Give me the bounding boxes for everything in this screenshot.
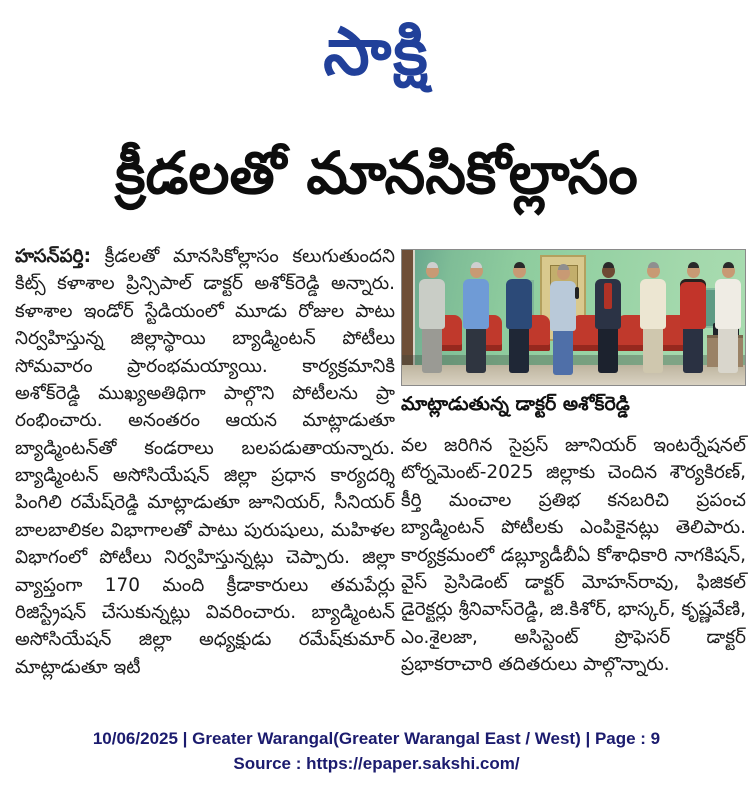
article-body-left-column	[15, 243, 395, 703]
person-figure	[505, 264, 533, 373]
footer-source-line: Source : https://epaper.sakshi.com/	[233, 753, 520, 773]
person-figure-speaker	[549, 266, 577, 375]
photo-door-decor	[402, 250, 415, 370]
person-figure	[714, 264, 742, 373]
person-figure	[418, 264, 446, 373]
person-figure	[639, 264, 667, 373]
article-right-block	[401, 249, 746, 678]
article-photo	[401, 249, 746, 386]
article-body-right-column: వల జరిగిన సైప్రస్ జూనియర్ ఇంటర్నేషనల్ టోర్నమెంట్-2025 జిల్లాకు చెందిన శౌర్యకిరణ్, కీర్తి మంచాల ప్రతిభ కనబరిచి ప్రపంచ బ్యాడ్మింటన్ పోటీలకు ఎంపికైనట్లు తెలిపారు. కార్యక్రమంలో డబ్ల్యూడీబీఏ కోశాధికారి నాగకిషన్, వైస్ ప్రెసిడెంట్ డాక్టర్ మోహన్‌రావు, ఫిజికల్ డైరెక్టర్లు శ్రీనివాస్‌రెడ్డి, జి.కిశోర్, భాస్కర్, కృష్ణవేణి, ఎం.శైలజా, అసిస్టెంట్ ప్రొఫెసర్ డాక్టర్ ప్రభాకరాచారి తదితరులు పాల్గొన్నారు.	[401, 435, 746, 675]
person-figure	[462, 264, 490, 373]
masthead	[0, 6, 753, 98]
person-figure	[679, 264, 707, 373]
article-headline: క్రీడలతో మానసికోల్లాసం	[115, 139, 638, 207]
left-column-text: క్రీడలతో మానసికోల్లాసం కలుగుతుందని కిట్స్ కళాశాల ప్రిన్సిపాల్ డాక్టర్ అశోక్‌రెడ్డి అన్నారు. కళాశాల ఇండోర్ స్టేడియంలో మూడు రోజుల పాటు నిర్వహిస్తున్న జిల్లాస్థాయి బ్యాడ్మింటన్ పోటీలు సోమవారం ప్రారంభమయ్యాయి. కార్యక్రమానికి అశోక్‌రెడ్డి ముఖ్యఅతిథిగా పాల్గొని పోటీలను ప్రా రంభించారు. అనంతరం ఆయన మాట్లాడుతూ బ్యాడ్మింటన్‌తో కండరాలు బలపడుతాయన్నారు. బ్యాడ్మింటన్ అసోసియేషన్ జిల్లా ప్రధాన కార్యదర్శి పింగిలి రమేష్‌రెడ్డి మాట్లాడుతూ జూనియర్, సీనియర్ బాలబాలికల విభాగాలతో పాటు పురుషులు, మహిళల విభాగంలో పోటీలు నిర్వహిస్తున్నట్లు చెప్పారు. జిల్లా వ్యాప్తంగా 170 మంది క్రీడాకారులు తమపేర్లు రిజిస్ట్రేషన్ చేసుకున్నట్లు వివరించారు. బ్యాడ్మింటన్ అసోసియేషన్ జిల్లా అధ్యక్షుడు రమేష్‌కుమార్ మాట్లాడుతూ ఇటీ	[15, 246, 395, 678]
dateline: హసన్‌పర్తి:	[15, 246, 92, 267]
sakshi-logo: సాక్షి	[323, 13, 430, 90]
clipping-footer	[0, 727, 753, 776]
footer-edition-line: 10/06/2025 | Greater Warangal(Greater Warangal East / West) | Page : 9	[92, 729, 661, 748]
photo-caption: మాట్లాడుతున్న డాక్టర్ అశోక్‌రెడ్డి	[401, 393, 630, 415]
person-figure	[594, 264, 622, 373]
microphone-icon	[575, 287, 579, 299]
